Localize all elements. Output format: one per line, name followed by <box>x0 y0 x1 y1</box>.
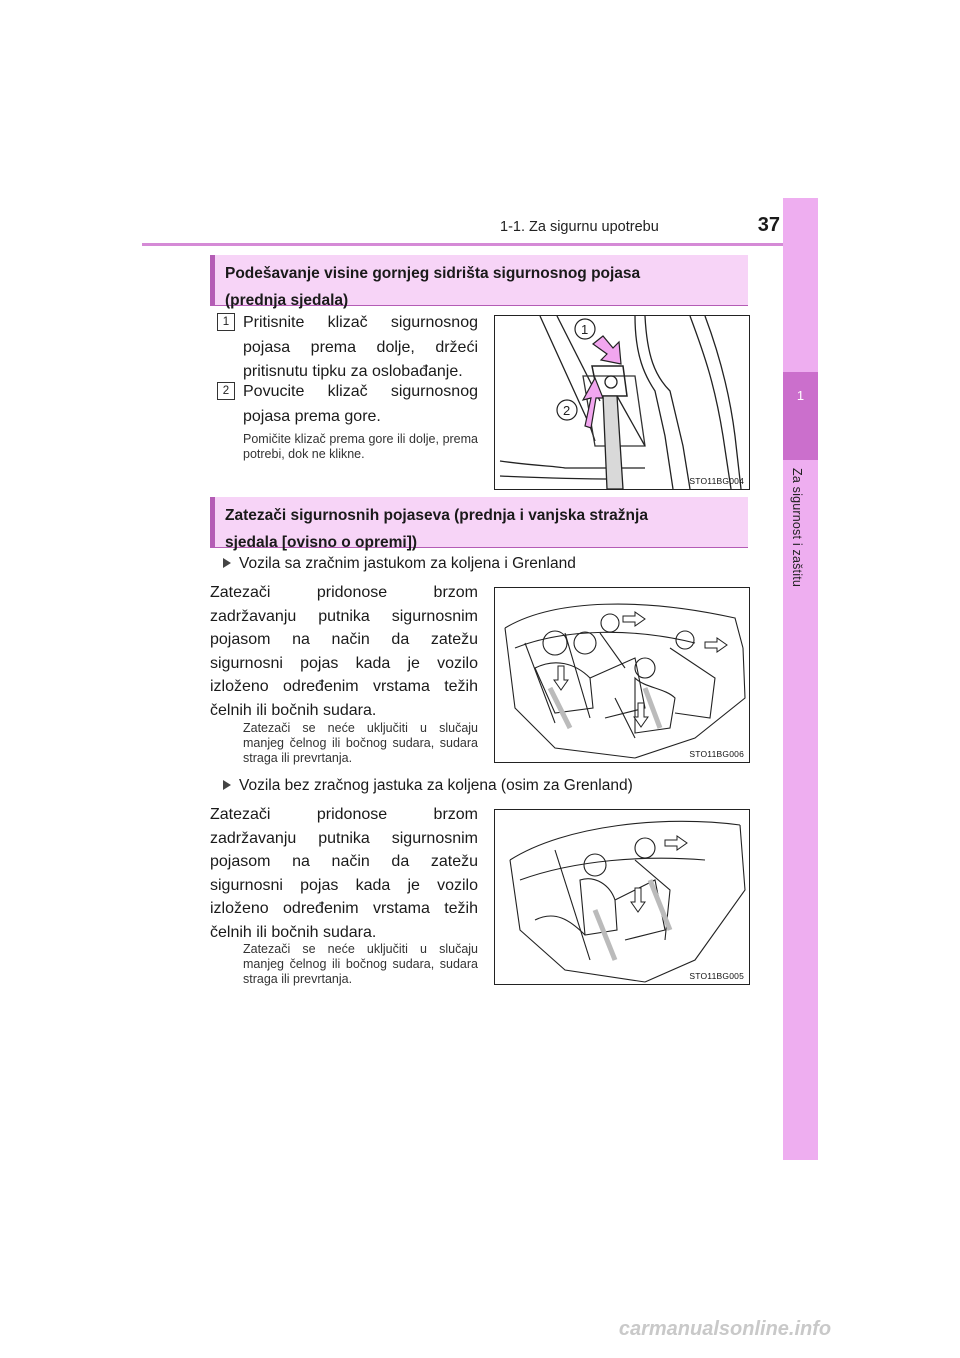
bullet-variant-1 <box>223 555 576 573</box>
step-number-2: 2 <box>217 382 235 400</box>
arrow-up-icon <box>583 378 603 428</box>
section-title-line1: Podešavanje visine gornjeg sidrišta sigurnosnog pojasa <box>225 265 641 282</box>
bullet-variant-2 <box>223 777 633 795</box>
step-number-1: 1 <box>217 313 235 331</box>
section-heading-anchor-height <box>210 255 748 309</box>
paragraph-variant-1: Zatezači pridonose brzom zadržavanju putnika sigurnosnim pojasom na način da zatežu sigurnosni pojas kada je vozilo izloženo određenim vrstama težih čelnih ili bočnih sudara. <box>210 584 478 719</box>
step-2-text: Povucite klizač sigurnosnog pojasa prema gore. <box>243 383 478 425</box>
chapter-tab-marker <box>783 372 818 460</box>
figure-belt-anchor <box>494 315 750 490</box>
step-note: Pomičite klizač prema gore ili dolje, prema potrebi, dok ne klikne. <box>243 432 478 461</box>
section-title-line1: Zatezači sigurnosnih pojaseva (prednja i vanjska stražnja <box>225 507 648 524</box>
watermark <box>0 1318 960 1341</box>
section-title-line2: (prednja sjedala) <box>225 292 349 309</box>
watermark-text: carmanualsonline.info <box>618 1318 832 1340</box>
note-variant-2: Zatezači se neće uključiti u slučaju manjeg čelnog ili bočnog sudara, sudara straga ili prevrtanja. <box>243 942 478 986</box>
arrow-down-icon <box>593 336 621 364</box>
callout-1: 1 <box>581 322 589 337</box>
arrow-right-icon <box>623 612 645 626</box>
cabin-illustration-2 <box>495 810 749 984</box>
figure-pretensioner-with-knee-airbag <box>494 587 750 763</box>
figure-id: STO11BG005 <box>689 971 744 981</box>
chapter-number: 1 <box>796 388 805 403</box>
figure-id: STO11BG004 <box>689 476 744 486</box>
section-heading-pretensioners <box>210 497 748 551</box>
figure-id: STO11BG006 <box>689 749 744 759</box>
arrow-right-icon <box>705 638 727 652</box>
arrow-right-icon <box>665 836 687 850</box>
arrow-down-icon <box>631 888 645 912</box>
callout-2: 2 <box>563 403 571 418</box>
bullet-text: Vozila bez zračnog jastuka za koljena (osim za Grenland) <box>239 777 633 794</box>
section-title-line2: sjedala [ovisno o opremi]) <box>225 534 418 551</box>
page-number: 37 <box>757 214 780 236</box>
figure-pretensioner-without-knee-airbag <box>494 809 750 985</box>
step-1-text: Pritisnite klizač sigurnosnog pojasa prema dolje, držeći pritisnutu tipku za oslobađanje. <box>243 314 478 380</box>
paragraph-variant-2: Zatezači pridonose brzom zadržavanju putnika sigurnosnim pojasom na način da zatežu sigurnosni pojas kada je vozilo izloženo određenim vrstama težih čelnih ili bočnih sudara. <box>210 806 478 941</box>
running-header: 1-1. Za sigurnu upotrebu <box>500 219 659 235</box>
triangle-bullet-icon <box>223 780 231 790</box>
bullet-text: Vozila sa zračnim jastukom za koljena i Grenland <box>239 555 576 572</box>
arrow-down-icon <box>634 703 648 727</box>
header-rule <box>142 243 790 246</box>
triangle-bullet-icon <box>223 558 231 568</box>
note-variant-1: Zatezači se neće uključiti u slučaju manjeg čelnog ili bočnog sudara, sudara straga ili prevrtanja. <box>243 721 478 765</box>
cabin-illustration-1 <box>495 588 749 762</box>
chapter-tab <box>783 198 818 1160</box>
belt-anchor-illustration <box>495 316 749 489</box>
chapter-title: Za sigurnost i zaštitu <box>790 468 804 588</box>
arrow-down-icon <box>554 666 568 690</box>
